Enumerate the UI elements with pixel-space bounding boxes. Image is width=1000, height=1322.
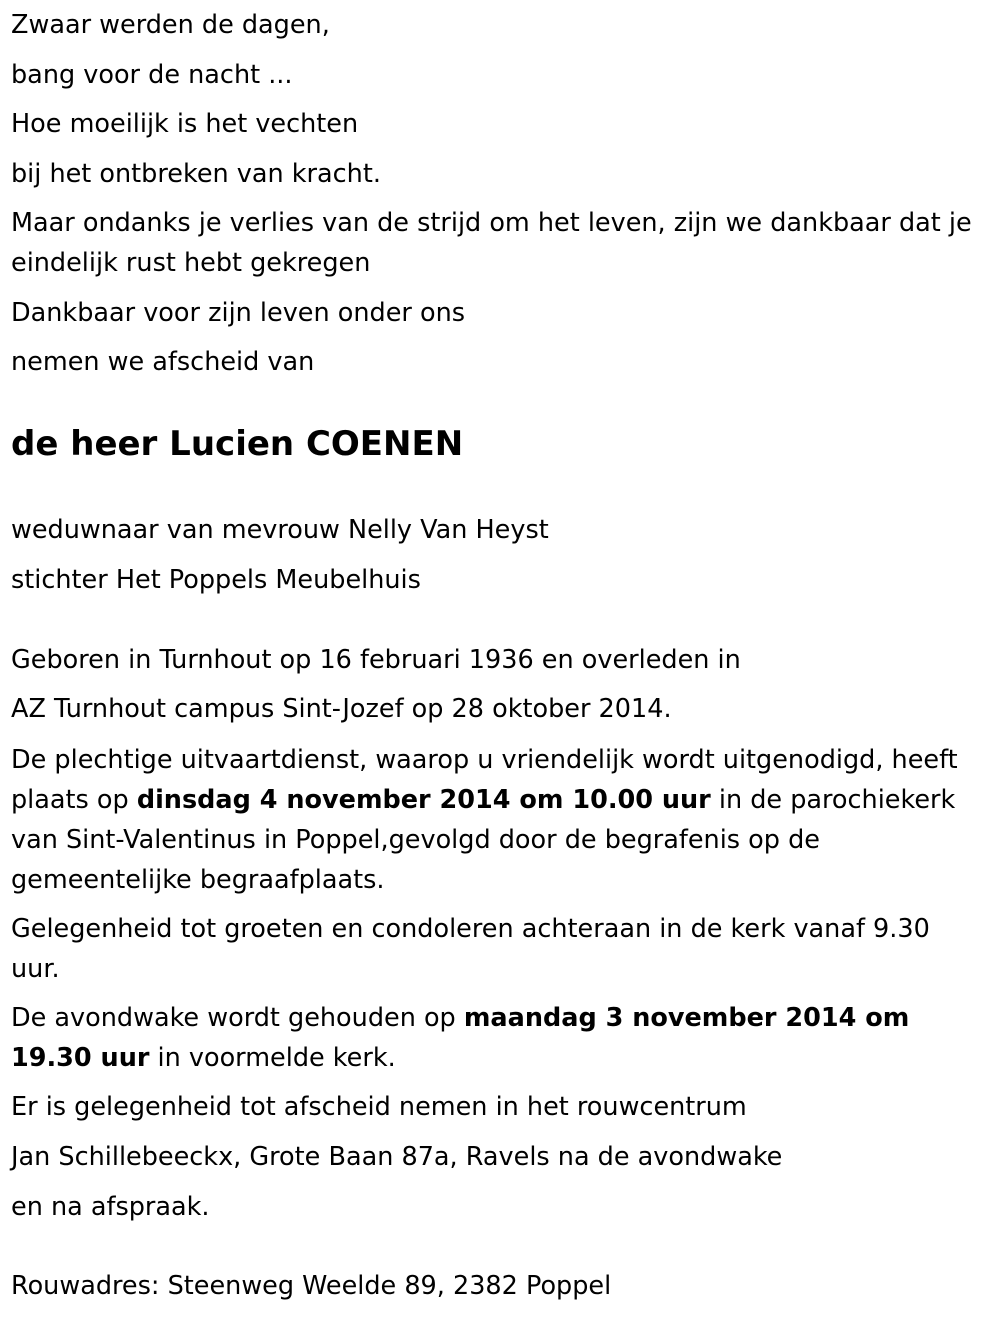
vigil-paragraph — [11, 998, 980, 1078]
poem-line-4: bij het ontbreken van kracht. — [11, 159, 381, 189]
service-paragraph — [11, 740, 980, 900]
poem-line-7: nemen we afscheid van — [11, 347, 315, 377]
service-text-post: in de parochiekerk van Sint-Valentinus in Poppel,gevolgd door de begrafenis op de gemeentelijke begraafplaats. — [11, 785, 956, 895]
mourning-address: Rouwadres: Steenweg Weelde 89, 2382 Poppel — [11, 1271, 612, 1301]
farewell-line-3: en na afspraak. — [11, 1192, 210, 1222]
poem-line-2: bang voor de nacht ... — [11, 60, 293, 90]
service-text-pre: De plechtige uitvaartdienst, waarop u vriendelijk wordt uitgenodigd, heeft plaats op — [11, 745, 958, 815]
vigil-text-post: in voormelde kerk. — [149, 1043, 396, 1073]
vigil-date: maandag 3 november 2014 om 19.30 uur — [11, 1003, 910, 1073]
farewell-line-1: Er is gelegenheid tot afscheid nemen in het rouwcentrum — [11, 1092, 747, 1122]
poem-line-1: Zwaar werden de dagen, — [11, 10, 330, 40]
poem-line-3: Hoe moeilijk is het vechten — [11, 109, 359, 139]
farewell-line-2: Jan Schillebeeckx, Grote Baan 87a, Ravels na de avondwake — [11, 1142, 783, 1172]
poem-line-5: Maar ondanks je verlies van de strijd om het leven, zijn we dankbaar dat je eindelijk rust hebt gekregen — [11, 208, 972, 278]
born-line-1: Geboren in Turnhout op 16 februari 1936 en overleden in — [11, 645, 741, 675]
service-date: dinsdag 4 november 2014 om 10.00 uur — [136, 785, 711, 815]
deceased-relation: weduwnaar van mevrouw Nelly Van Heyst — [11, 515, 549, 545]
poem-line-6: Dankbaar voor zijn leven onder ons — [11, 298, 466, 328]
deceased-title: stichter Het Poppels Meubelhuis — [11, 565, 421, 595]
vigil-text-pre: De avondwake wordt gehouden op — [11, 1003, 464, 1033]
born-line-2: AZ Turnhout campus Sint-Jozef op 28 oktober 2014. — [11, 694, 672, 724]
condolence-paragraph: Gelegenheid tot groeten en condoleren achteraan in de kerk vanaf 9.30 uur. — [11, 914, 930, 984]
deceased-name: de heer Lucien COENEN — [11, 424, 464, 464]
